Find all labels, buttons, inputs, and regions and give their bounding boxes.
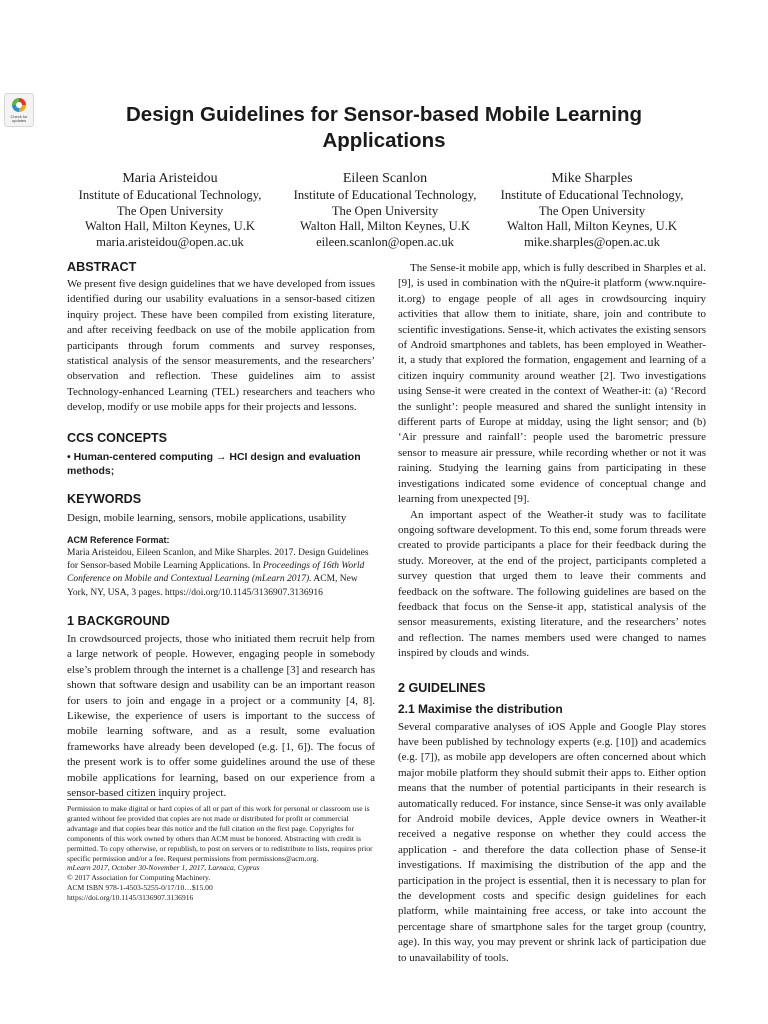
check-for-updates-badge[interactable] <box>4 93 34 127</box>
author-university: The Open University <box>538 203 646 218</box>
acm-reference-heading: ACM Reference Format: <box>67 535 170 546</box>
author-email[interactable]: eileen.scanlon@open.ac.uk <box>316 234 454 249</box>
author-block-2 <box>280 170 490 250</box>
background-heading: 1 BACKGROUND <box>67 613 170 628</box>
author-university: The Open University <box>331 203 439 218</box>
doi-line[interactable]: https://doi.org/10.1145/3136907.3136916 <box>67 893 194 903</box>
author-email[interactable]: mike.sharples@open.ac.uk <box>524 234 660 249</box>
paper-title: Design Guidelines for Sensor-based Mobile Learning Applications <box>125 103 642 152</box>
isbn-line: ACM ISBN 978-1-4503-5255-0/17/10…$15.00 <box>67 883 213 893</box>
maximise-distribution-heading: 2.1 Maximise the distribution <box>398 701 563 716</box>
abstract-text: We present five design guidelines that we have developed from issues identified during our usability evaluations in a sensor-based citizen inquiry project. These have been compiled from existing literature, and after receiving feedback on use of the mobile application from participants through forum comments and survey responses, statistical analysis of the sensor measurements, and the researchers’ observation and reflection. These guidelines aim to assist Technology-enhanced Learning (TEL) researchers and teachers who develop, modify or use mobile apps for their projects and lessons. <box>67 278 375 414</box>
author-name: Maria Aristeidou <box>122 171 218 186</box>
author-name: Eileen Scanlon <box>342 171 428 186</box>
author-email[interactable]: maria.aristeidou@open.ac.uk <box>96 234 244 249</box>
ccs-heading: CCS CONCEPTS <box>67 430 168 445</box>
check-for-updates-icon <box>11 97 27 115</box>
footnote-rule <box>67 799 163 800</box>
author-block-3 <box>487 170 697 250</box>
copyright-footnote <box>67 799 375 903</box>
author-institute: Institute of Educational Technology, <box>293 188 477 202</box>
right-paragraph-2: An important aspect of the Weather-it study was to facilitate ongoing software development. To this end, some forum threads were created to provide participants a place for their feedback during the study. Moreover, at the end of the project, participants completed a survey question that urged them to leave their comments and feedback on the software. The following guidelines are based on the feedback that focus on the Sense-it app, statistical analysis of the sensor measurements, existing literature, and the researchers’ notes and reflection. The names members used were changed to names inspired by clouds and winds. <box>398 508 706 660</box>
conference-line: mLearn 2017, October 30-November 1, 2017, Larnaca, Cyprus <box>67 863 260 873</box>
copyright-line: © 2017 Association for Computing Machinery. <box>67 873 211 883</box>
keywords-text: Design, mobile learning, sensors, mobile applications, usability <box>67 511 347 524</box>
author-university: The Open University <box>116 203 224 218</box>
right-paragraph-3: Several comparative analyses of iOS Apple and Google Play stores have been published by technology experts (e.g. [10]) and academics (e.g. [7]), as mobile app developers are often concerned about which major mobile platform they should submit their apps to. Either option means that the number of potential participants in their research is automatically reduced. For instance, since Sense-it was only available for Android mobile devices, Apple device owners in Weather-it received a negative response on whether they could access the application - and therefore the data collection phase of Sense-it investigations. If maximising the distribution of the app and the participation in the project is essential, then it is necessary to plan for the development costs and specific design guidelines for each platform, while maintaining free access, or take into account the percentage share of smartphone sales for the target group (country, age). In this way, you may prevent or shrink lack of participation due to unavailability of tools. <box>398 720 706 964</box>
author-institute: Institute of Educational Technology, <box>78 188 262 202</box>
author-address: Walton Hall, Milton Keynes, U.K <box>299 219 471 234</box>
abstract-heading: ABSTRACT <box>67 260 137 274</box>
ccs-text: • Human-centered computing → HCI design and evaluation methods; <box>67 450 361 477</box>
permission-notice: Permission to make digital or hard copies of all or part of this work for personal or classroom use is granted without fee provided that copies are not made or distributed for profit or commercial advantage and that copies bear this notice and the full citation on the first page. Copyrights for components of this work owned by others than ACM must be honored. Abstracting with credit is permitted. To copy otherwise, or republish, to post on servers or to redistribute to lists, requires prior specific permission and/or a fee. Request permissions from permissions@acm.org. <box>67 804 373 863</box>
acm-reference-text: Maria Aristeidou, Eileen Scanlon, and Mike Sharples. 2017. Design Guidelines for Sensor-based Mobile Learning Applications. In Proceedings of 16th World Conference on Mobile and Contextual Learning (mLearn 2017). ACM, New York, NY, USA, 3 pages. https://doi.org/10.1145/3136907.3136916 <box>67 548 369 598</box>
author-address: Walton Hall, Milton Keynes, U.K <box>506 219 678 234</box>
author-address: Walton Hall, Milton Keynes, U.K <box>84 219 256 234</box>
right-paragraph-1: The Sense-it mobile app, which is fully described in Sharples et al. [9], is used in combination with the nQuire-it platform (www.nquire-it.org) to engage people of all ages in crowdsourcing inquiry activities that allow them to initiate, share, join and contribute to scientific investigations. Sense-it, which activates the existing sensors of Android smartphones and tablets, has been employed in Weather-it, a study that explored the formation, engagement and learning of a citizen inquiry community around weather [2]. Two investigations using Sense-it were created in the context of Weather-it: (a) ‘Record the sunlight’: people measured and shared the sunlight intensity in different parts of Europe at midday, using the light sensor; and (b) ‘Air pressure and rainfall’: people used the barometric pressure sensor to measure air pressure, while recording whether or not it was raining. Studying the learning gains from participating in these investigations indicated some evidence of conceptual change and learning from unexpected [9]. <box>398 262 706 506</box>
background-text: In crowdsourced projects, those who initiated them recruit help from a large network of people. However, engaging people in somebody else’s problem through the internet is a challenge [3] and research has shown that software design and usability can be an important reason for users to join and engage in a project or a community [4, 8]. Likewise, the experience of users is important to the success of mobile learning software, and as a result, some evaluation frameworks have already been developed (e.g. [1, 6]). The focus of the present work is to offer some guidelines around the use of these mobile applications for learning, based on our experience from a sensor-based citizen inquiry project. <box>67 632 375 799</box>
guidelines-heading: 2 GUIDELINES <box>398 680 486 695</box>
author-institute: Institute of Educational Technology, <box>500 188 684 202</box>
keywords-heading: KEYWORDS <box>67 491 142 506</box>
right-column <box>398 261 706 966</box>
author-name: Mike Sharples <box>551 171 633 186</box>
author-block-1 <box>65 170 275 250</box>
badge-text: Check for updates <box>10 114 28 123</box>
left-column <box>67 259 375 801</box>
